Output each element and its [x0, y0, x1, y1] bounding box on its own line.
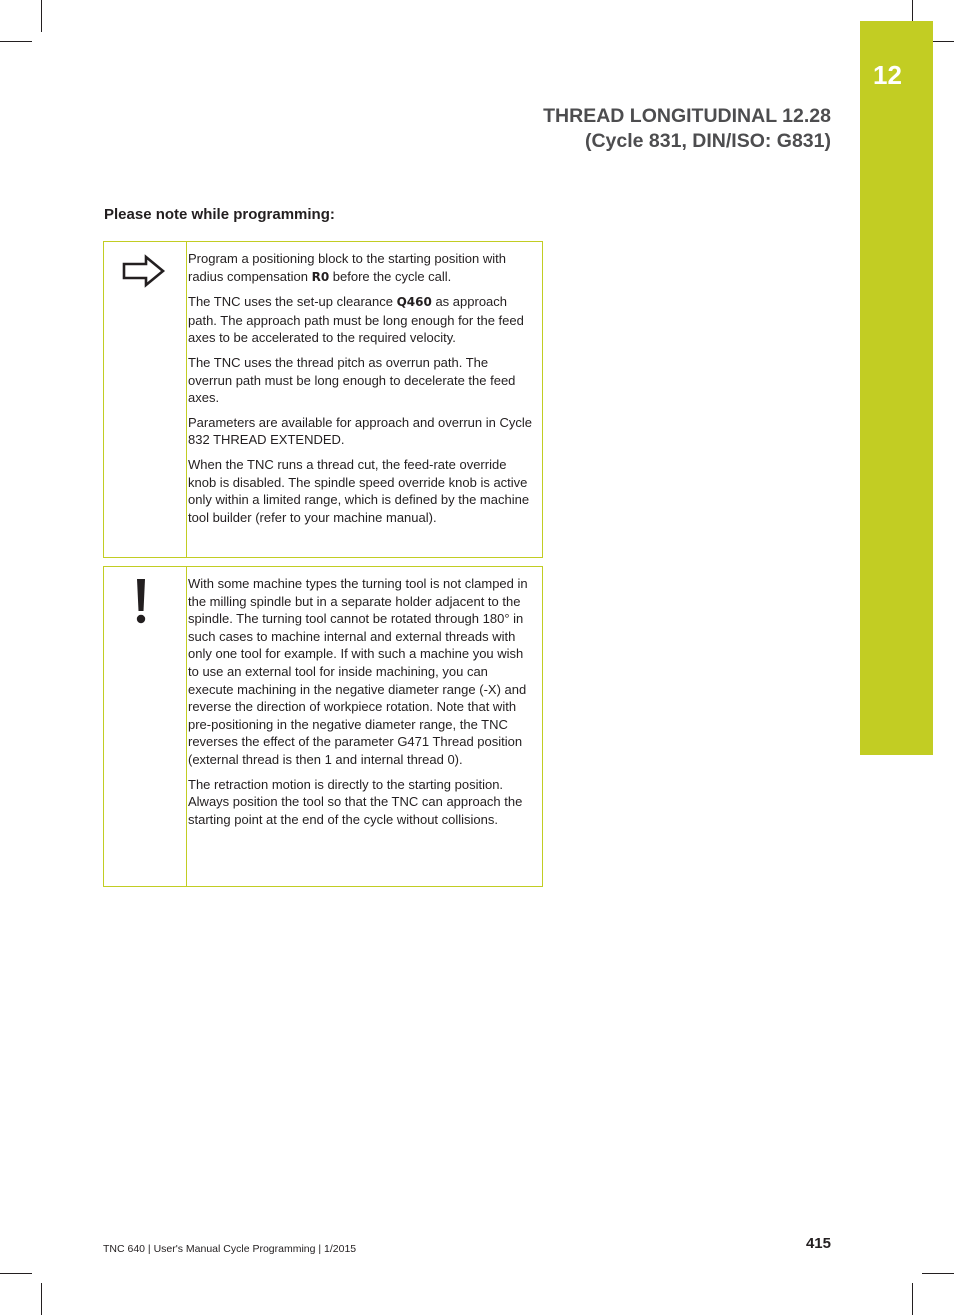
page-header — [543, 104, 831, 154]
chapter-tab — [860, 21, 933, 755]
crop-mark — [912, 1283, 913, 1315]
header-title-line1: THREAD LONGITUDINAL 12.28 — [543, 105, 831, 127]
note-paragraph: When the TNC runs a thread cut, the feed-rate override knob is disabled. The spindle speed override knob is active only within a limited range, which is defined by the machine tool builder (refer to your machine manual). — [188, 456, 530, 525]
note-text — [187, 250, 534, 533]
chapter-number: 12 — [873, 60, 902, 90]
note-paragraph — [187, 250, 534, 286]
note-box — [103, 241, 543, 558]
arrow-right-icon — [122, 254, 166, 288]
warning-paragraph: The retraction motion is directly to the starting position. Always position the tool so that the TNC can approach the starting point at the end of the cycle without collisions. — [188, 776, 523, 827]
crop-mark — [41, 1283, 42, 1315]
section-title: Please note while programming: — [104, 206, 335, 223]
crop-mark — [41, 0, 42, 32]
note-paragraph: The TNC uses the thread pitch as overrun path. The overrun path must be long enough to decelerate the feed axes. — [188, 354, 516, 406]
warning-paragraph: With some machine types the turning tool is not clamped in the milling spindle but in a separate holder adjacent to the spindle. The turning tool cannot be rotated through 180° in such cases to machine internal and external threads with only one tool for example. If with such a machine you wish to use an external tool for inside machining, you can execute machining in the negative diameter range (-X) and reverse the direction of workpiece rotation. Note that with pre-positioning in the negative diameter range, the TNC reverses the effect of the parameter G471 Thread position (external thread is then 1 and internal thread 0). — [188, 576, 528, 767]
code-q460: Q460 — [396, 295, 432, 310]
crop-mark — [922, 1273, 954, 1274]
exclamation-icon — [134, 577, 148, 625]
page-number: 415 — [805, 1235, 831, 1252]
text-run: as approach path. The approach path must be long enough for the feed axes to be accelerated to the required velocity. — [188, 294, 524, 346]
warning-text — [187, 575, 534, 835]
text-run: before the cycle call. — [329, 268, 452, 284]
footer-text: TNC 640 | User's Manual Cycle Programming | 1/2015 — [103, 1243, 357, 1255]
header-title-line2: (Cycle 831, DIN/ISO: G831) — [584, 130, 831, 152]
note-paragraph: Parameters are available for approach and overrun in Cycle 832 THREAD EXTENDED. — [188, 414, 532, 448]
text-run: The TNC uses the set-up clearance — [188, 294, 397, 310]
crop-mark — [0, 41, 32, 42]
note-paragraph — [187, 293, 534, 347]
code-r0: R0 — [311, 269, 330, 284]
crop-mark — [0, 1273, 32, 1274]
text-run: Program a positioning block to the starting position with radius compensation — [188, 251, 506, 284]
warning-box — [103, 566, 543, 887]
